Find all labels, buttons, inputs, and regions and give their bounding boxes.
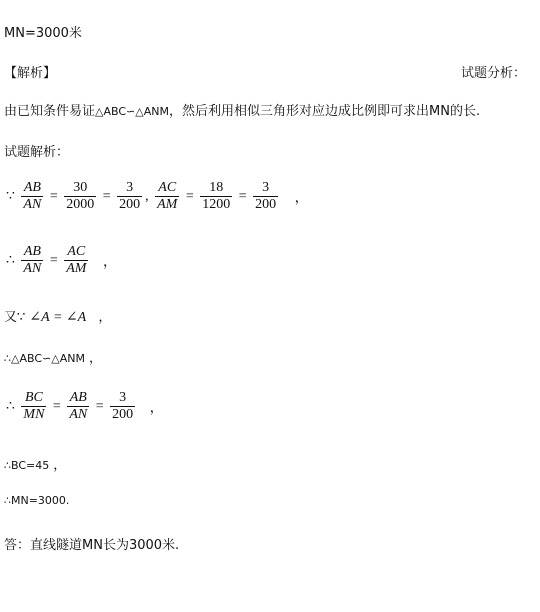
bc-value: ∴BC=45 [4,459,50,472]
final-answer: 答：直线隧道MN长为3000米. [4,538,180,553]
eq1-comma: ， [294,190,309,206]
because-symbol: ∵ [6,189,15,204]
fraction-ab-an-2: $\frac{AB}{AN}$ [23,244,42,276]
fraction-3-200-b: $\frac{3}{200}$ [255,180,277,212]
heading-question-analysis: 试题分析： [460,66,526,81]
equation-2: ∴ $\frac{AB}{AN}$ = $\frac{AC}{AM}$ ， [6,244,117,276]
equation-7: ∴MN=3000. [4,494,70,507]
solution-label: 试题解析： [4,145,70,160]
heading-analysis: 【解析】 [4,66,57,81]
fraction-bc-mn: $\frac{BC}{MN}$ [23,390,45,422]
analysis-part-1: 由已知条件易证 [4,104,96,119]
eq5-comma: ， [149,400,164,416]
equation-6: ∴BC=45 ， [4,458,67,473]
fraction-ac-am: $\frac{AC}{AM}$ [157,180,178,212]
analysis-triangles: △ABC∽△ANM [95,105,169,118]
fraction-ac-am-2: $\frac{AC}{AM}$ [66,244,87,276]
similar-triangles: ∴△ABC∽△ANM [4,352,85,365]
analysis-text [4,100,480,119]
equation-4: ∴△ABC∽△ANM ， [4,351,102,366]
top-answer-line: MN=3000米 [4,26,82,41]
analysis-part-5: 的长. [449,104,481,119]
fraction-30-2000: $\frac{30}{2000}$ [66,180,95,212]
fraction-ab-an-3: $\frac{AB}{AN}$ [69,390,88,422]
equation-5: ∴ $\frac{BC}{MN}$ = $\frac{AB}{AN}$ = $\frac{3}{200}$ ， [6,390,164,422]
therefore-symbol: ∴ [6,253,15,268]
equation-3 [4,306,111,326]
fraction-18-1200: $\frac{18}{1200}$ [202,180,231,212]
therefore-symbol-2: ∴ [6,399,15,414]
fraction-ab-an: $\frac{AB}{AN}$ [23,180,42,212]
angle-equality: ∠A = ∠A [29,310,87,325]
eq2-comma: ， [102,254,117,270]
analysis-mn: MN [428,104,450,119]
equation-1: ∵ $\frac{AB}{AN}$ = $\frac{30}{2000}$ = $\frac{3}{200}$ , $\frac{AC}{AM}$ = $\frac{18}{1200}$ = $\frac{3}{200}$ ， [6,180,309,212]
analysis-part-3: ，然后利用相似三角形对应边成比例即可求出 [168,104,429,119]
fraction-3-200-c: $\frac{3}{200}$ [112,390,134,422]
also-because: 又∵ [4,310,26,325]
fraction-3-200: $\frac{3}{200}$ [119,180,141,212]
eq3-comma: ， [98,310,112,325]
